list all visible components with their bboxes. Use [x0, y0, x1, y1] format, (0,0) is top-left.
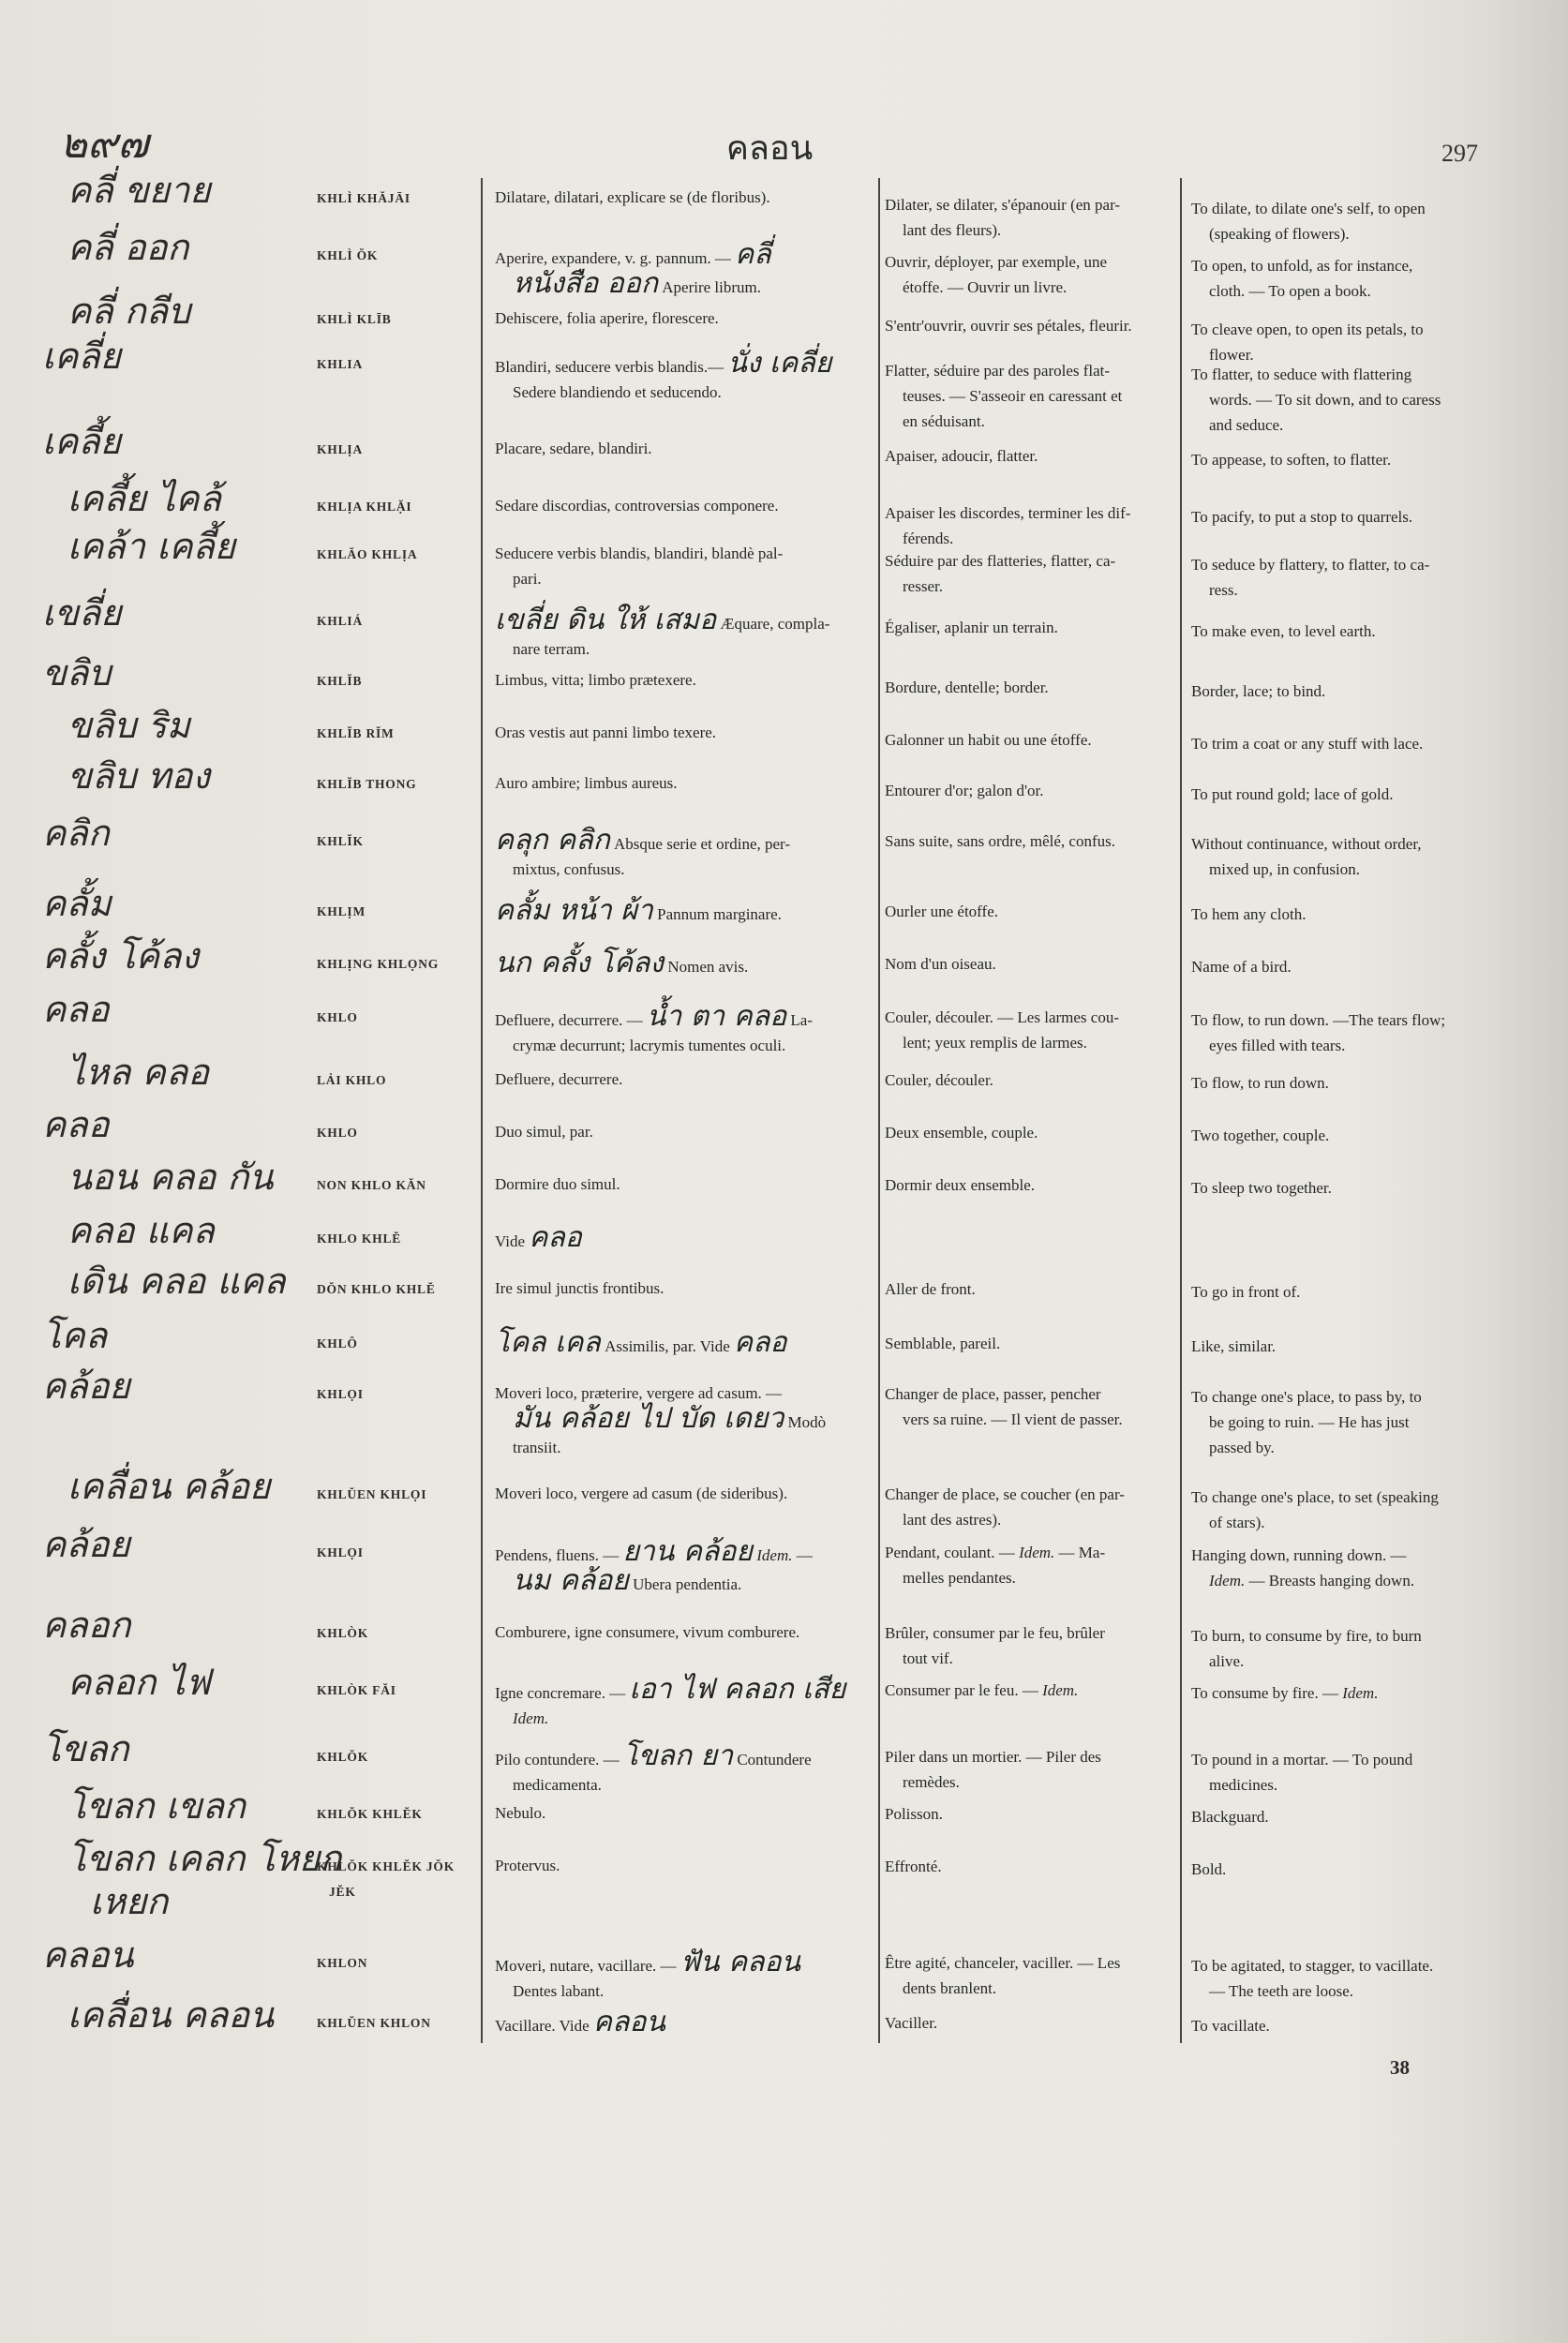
english-definition: To hem any cloth. — [1191, 905, 1307, 923]
romanization: KHLÌ ŎK — [317, 248, 379, 262]
thai-headword: คลอน — [42, 1934, 134, 1976]
thai-headword: เคลื่อน คลอน — [67, 1994, 275, 2036]
thai-headword: คลอก ไฟ — [67, 1662, 211, 1703]
romanization: KHLỌI — [317, 1387, 364, 1401]
romanization: KHLỊA KHLẶI — [317, 500, 412, 514]
french-definition: Piler dans un mortier. — Piler des remèdes. — [885, 1748, 1101, 1791]
english-definition: Name of a bird. — [1191, 958, 1292, 976]
thai-headword: ไหล คลอ — [67, 1052, 210, 1093]
italic-idem: Idem. — [1019, 1544, 1055, 1561]
latin-definition: โคล เคล Assimilis, par. Vide คลอ — [495, 1326, 787, 1359]
romanization: KHLŎK KHLĔK JŎK JĔK — [317, 1859, 455, 1899]
english-definition: To flow, to run down. —The tears flow; eyes filled with tears. — [1191, 1011, 1446, 1054]
english-definition: Like, similar. — [1191, 1337, 1277, 1355]
latin-definition: Blandiri, seducere verbis blandis.— นั่ง เคลี่ย Sedere blandiendo et seducendo. — [495, 347, 832, 401]
thai-headword: นอน คลอ กัน — [67, 1157, 274, 1198]
english-definition: To vacillate. — [1191, 2017, 1270, 2035]
latin-definition: นก คลั้ง โค้ลง Nomen avis. — [495, 947, 749, 979]
romanization: KHLĬB RĬM — [317, 726, 395, 740]
running-head: คลอน — [725, 129, 814, 168]
page-number: 297 — [1441, 140, 1478, 167]
italic-idem: Idem. — [1042, 1681, 1079, 1699]
thai-headword: โขลก — [42, 1728, 129, 1769]
latin-definition: Defluere, decurrere. — [495, 1070, 623, 1088]
thai-headword: คลี่ ออก — [67, 227, 189, 268]
english-definition: To pacify, to put a stop to quarrels. — [1191, 508, 1413, 526]
latin-definition: Oras vestis aut panni limbo texere. — [495, 724, 717, 741]
french-definition: Ourler une étoffe. — [885, 903, 998, 920]
thai-headword: เคล้า เคลี้ย — [67, 526, 236, 567]
romanization: KHLŬEN KHLON — [317, 2016, 431, 2030]
english-definition: To sleep two together. — [1191, 1179, 1332, 1197]
latin-definition: คลั้ม หน้า ผ้า Pannum marginare. — [495, 894, 782, 927]
english-definition: To dilate, to dilate one's self, to open (speaking of flowers). — [1191, 200, 1426, 243]
thai-inline-word: คลอ — [734, 1326, 787, 1359]
latin-definition: Sedare discordias, controversias componere. — [495, 497, 779, 515]
french-definition: Sans suite, sans ordre, mêlé, confus. — [885, 832, 1115, 850]
romanization: KHLIÁ — [317, 614, 364, 628]
french-definition: Galonner un habit ou une étoffe. — [885, 731, 1092, 749]
thai-headword: คลิก — [42, 813, 110, 854]
french-definition: Apaiser, adoucir, flatter. — [885, 447, 1038, 465]
romanization: DŎN KHLO KHLĔ — [317, 1282, 436, 1296]
thai-headword: คลอ — [42, 1104, 110, 1145]
thai-inline-word: เขลี่ย ดิน ให้ เสมอ — [495, 604, 717, 636]
latin-definition: Auro ambire; limbus aureus. — [495, 774, 678, 792]
english-definition: To burn, to consume by fire, to burn alive. — [1191, 1627, 1422, 1670]
latin-definition: Pendens, fluens. — ยาน คล้อย Idem. — นม คล้อย Ubera pendentia. — [495, 1535, 813, 1597]
thai-headword: คลอ — [42, 989, 110, 1030]
latin-definition: Ire simul junctis frontibus. — [495, 1279, 665, 1297]
english-definition: To change one's place, to set (speaking of stars). — [1191, 1488, 1439, 1531]
french-definition: Ouvrir, déployer, par exemple, une étoffe. — Ouvrir un livre. — [885, 253, 1108, 296]
latin-definition: Moveri, nutare, vacillare. — ฟัน คลอน Dentes labant. — [495, 1946, 801, 2000]
english-definition: Two together, couple. — [1191, 1127, 1330, 1144]
thai-headword: คลอก — [42, 1604, 131, 1646]
romanization: KHLÒK — [317, 1626, 369, 1640]
french-definition: S'entr'ouvrir, ouvrir ses pétales, fleurir. — [885, 317, 1132, 335]
english-definition: Bold. — [1191, 1860, 1227, 1878]
french-definition: Être agité, chanceler, vaciller. — Les dents branlent. — [885, 1954, 1121, 1997]
english-definition: To appease, to soften, to flatter. — [1191, 451, 1392, 469]
french-definition: Séduire par des flatteries, flatter, ca- resser. — [885, 552, 1116, 595]
french-definition: Pendant, coulant. — Idem. — Ma- melles pendantes. — [885, 1544, 1106, 1587]
french-definition: Flatter, séduire par des paroles flat- teuses. — S'asseoir en caressant et en séduisant. — [885, 362, 1123, 430]
french-definition: Entourer d'or; galon d'or. — [885, 782, 1044, 799]
romanization: KHLON — [317, 1956, 368, 1970]
latin-definition: Placare, sedare, blandiri. — [495, 440, 652, 457]
romanization: KHLŎK KHLĔK — [317, 1807, 423, 1821]
romanization: KHLỊM — [317, 904, 366, 918]
french-definition: Polisson. — [885, 1805, 943, 1823]
thai-headword: ขลิบ ริม — [67, 705, 190, 746]
thai-headword: คลอ แคล — [67, 1210, 215, 1251]
french-definition: Vaciller. — [885, 2014, 938, 2032]
french-definition: Brûler, consumer par le feu, brûler tout vif. — [885, 1624, 1105, 1667]
english-definition: To change one's place, to pass by, to be going to ruin. — He has just passed by. — [1191, 1388, 1422, 1456]
romanization: KHLĬB — [317, 674, 363, 688]
french-definition: Semblable, pareil. — [885, 1335, 1001, 1352]
romanization: KHLỊNG KHLỌNG — [317, 957, 440, 971]
french-definition: Bordure, dentelle; border. — [885, 679, 1049, 696]
english-definition: To seduce by flattery, to flatter, to ca- ress. — [1191, 556, 1430, 599]
latin-definition: คลุก คลิก Absque serie et ordine, per- mixtus, confusus. — [495, 824, 791, 878]
thai-headword: โขลก เคลก โหยก เหยก — [67, 1838, 342, 1922]
thai-inline-word: คลี่ — [735, 238, 771, 271]
french-definition: Changer de place, se coucher (en par- lant des astres). — [885, 1485, 1125, 1529]
english-definition: To go in front of. — [1191, 1283, 1301, 1301]
latin-definition: Moveri loco, præterire, vergere ad casum. — มัน คล้อย ไป บัด เดยว Modò transiit. — [495, 1384, 827, 1456]
latin-definition: Defluere, decurrere. — น้ำ ตา คลอ La- crymæ decurrunt; lacrymis tumentes oculi. — [495, 1000, 813, 1054]
thai-page-number: ๒๙๗ — [60, 120, 149, 168]
latin-definition: Protervus. — [495, 1857, 560, 1874]
french-definition: Changer de place, passer, pencher vers sa ruine. — Il vient de passer. — [885, 1385, 1123, 1428]
french-definition: Effronté. — [885, 1858, 942, 1875]
thai-headword: คล้อย — [42, 1366, 130, 1407]
romanization: KHLỌI — [317, 1545, 364, 1560]
thai-headword: โขลก เขลก — [67, 1785, 246, 1827]
thai-inline-word: ฟัน คลอน — [679, 1946, 801, 1978]
thai-headword: คลี่ กลีบ — [67, 291, 191, 332]
latin-definition: Dilatare, dilatari, explicare se (de floribus). — [495, 188, 770, 206]
thai-inline-word: คลั้ม หน้า ผ้า — [495, 894, 653, 927]
romanization: KHLÔ — [317, 1336, 358, 1351]
french-definition: Apaiser les discordes, terminer les dif- férends. — [885, 504, 1131, 547]
latin-definition: Pilo contundere. — โขลก ยา Contundere medicamenta. — [495, 1739, 812, 1794]
latin-definition: Nebulo. — [495, 1804, 546, 1822]
thai-inline-word: คลอ — [529, 1221, 582, 1254]
french-definition: Égaliser, aplanir un terrain. — [885, 619, 1058, 636]
romanization: KHLĬB THONG — [317, 777, 417, 791]
signature-mark: 38 — [1390, 2056, 1410, 2079]
latin-definition: Comburere, igne consumere, vivum comburere. — [495, 1623, 800, 1641]
french-definition: Consumer par le feu. — Idem. — [885, 1681, 1079, 1699]
thai-inline-word: เอา ไฟ คลอก เสีย — [629, 1673, 846, 1706]
italic-idem: Idem. — [513, 1709, 549, 1727]
thai-inline-word: โคล เคล — [495, 1326, 601, 1359]
thai-headword: โคล — [42, 1315, 108, 1356]
romanization: KHLÌ KLĪB — [317, 312, 392, 326]
french-definition: Couler, découler. — Les larmes cou- lent; yeux remplis de larmes. — [885, 1008, 1119, 1052]
english-definition: To trim a coat or any stuff with lace. — [1191, 735, 1424, 753]
thai-inline-word: คลอน — [592, 2006, 665, 2038]
english-definition: To flow, to run down. — [1191, 1074, 1329, 1092]
thai-headword: คล้อย — [42, 1524, 130, 1565]
romanization: KHLÒK FĂI — [317, 1683, 396, 1697]
thai-headword: เคลี่ย — [42, 336, 121, 377]
latin-definition: Dehiscere, folia aperire, florescere. — [495, 309, 719, 327]
thai-headword: เขลี่ย — [42, 592, 122, 634]
romanization: KHLIA — [317, 357, 364, 371]
thai-headword: เคลื่อน คล้อย — [67, 1466, 271, 1507]
latin-definition: Limbus, vitta; limbo prætexere. — [495, 671, 696, 689]
thai-headword: คลั้ม — [42, 883, 112, 924]
thai-headword: เคลี้ย — [42, 421, 121, 462]
french-definition: Nom d'un oiseau. — [885, 955, 996, 973]
thai-headword: ขลิบ — [42, 652, 112, 694]
english-definition: To open, to unfold, as for instance, cloth. — To open a book. — [1191, 257, 1413, 300]
french-definition: Couler, découler. — [885, 1071, 993, 1089]
italic-idem: Idem. — [1209, 1572, 1246, 1589]
romanization: KHLĂO KHLỊA — [317, 547, 418, 561]
thai-inline-word: นั่ง เคลี่ย — [727, 347, 832, 380]
romanization: KHLŬEN KHLỌI — [317, 1487, 427, 1501]
romanization: KHLÌ KHĂJĀI — [317, 191, 411, 205]
romanization: KHLĬK — [317, 834, 364, 848]
romanization: KHLO — [317, 1010, 358, 1024]
latin-definition: Igne concremare. — เอา ไฟ คลอก เสีย Idem. — [495, 1673, 846, 1727]
english-definition: Hanging down, running down. — Idem. — Breasts hanging down. — [1191, 1546, 1415, 1589]
english-definition: Blackguard. — [1191, 1808, 1269, 1826]
thai-inline-word: ยาน คล้อย — [622, 1535, 753, 1568]
thai-inline-word: มัน คล้อย ไป บัด เดยว — [513, 1402, 784, 1435]
latin-definition: Dormire duo simul. — [495, 1175, 620, 1193]
english-definition: To be agitated, to stagger, to vacillate. — The teeth are loose. — [1191, 1957, 1434, 2000]
thai-headword: คลั้ง โค้ลง — [42, 935, 200, 977]
thai-inline-word: คลุก คลิก — [495, 824, 610, 857]
english-definition: To cleave open, to open its petals, to flower. — [1191, 321, 1424, 364]
thai-headword: เดิน คลอ แคล — [67, 1261, 286, 1302]
french-definition: Dormir deux ensemble. — [885, 1176, 1036, 1194]
french-definition: Deux ensemble, couple. — [885, 1124, 1038, 1142]
latin-definition: Moveri loco, vergere ad casum (de sideribus). — [495, 1485, 788, 1502]
latin-definition: Seducere verbis blandis, blandiri, blandè pal- pari. — [495, 545, 784, 588]
thai-headword: ขลิบ ทอง — [67, 755, 210, 797]
english-definition: To pound in a mortar. — To pound medicines. — [1191, 1751, 1413, 1794]
french-definition: Dilater, se dilater, s'épanouir (en par- lant des fleurs). — [885, 196, 1121, 239]
romanization: KHLỊA — [317, 442, 364, 456]
latin-definition: Vacillare. Vide คลอน — [495, 2006, 665, 2038]
thai-inline-word: โขลก ยา — [622, 1739, 734, 1772]
italic-idem: Idem. — [756, 1546, 793, 1564]
latin-definition: Aperire, expandere, v. g. pannum. — คลี่ หนังสือ ออก Aperire librum. — [495, 238, 771, 300]
romanization: LẢI KHLO — [317, 1073, 387, 1087]
english-definition: To flatter, to seduce with flattering words. — To sit down, and to caress and seduce. — [1191, 366, 1441, 434]
thai-headword: คลี่ ขยาย — [67, 170, 211, 211]
english-definition: Without continuance, without order, mixed up, in confusion. — [1191, 835, 1422, 878]
latin-definition: Vide คลอ — [495, 1221, 582, 1254]
latin-definition: Duo simul, par. — [495, 1123, 593, 1141]
thai-inline-word: น้ำ ตา คลอ — [646, 1000, 787, 1033]
latin-definition: เขลี่ย ดิน ให้ เสมอ Æquare, compla- nare terram. — [495, 604, 830, 658]
romanization: KHLO — [317, 1126, 358, 1140]
romanization: KHLŎK — [317, 1750, 369, 1764]
french-definition: Aller de front. — [885, 1280, 976, 1298]
english-definition: To put round gold; lace of gold. — [1191, 785, 1394, 803]
thai-inline-word: นก คลั้ง โค้ลง — [495, 947, 665, 979]
english-definition: Border, lace; to bind. — [1191, 682, 1326, 700]
romanization: NON KHLO KĂN — [317, 1178, 426, 1192]
thai-inline-word: หนังสือ ออก — [513, 267, 658, 300]
english-definition: To make even, to level earth. — [1191, 622, 1376, 640]
english-definition: To consume by fire. — Idem. — [1191, 1684, 1379, 1702]
romanization: KHLO KHLĔ — [317, 1231, 402, 1246]
italic-idem: Idem. — [1342, 1684, 1379, 1702]
thai-headword: เคลี้ย ไคล้ — [67, 478, 221, 519]
thai-inline-word: นม คล้อย — [513, 1564, 629, 1597]
